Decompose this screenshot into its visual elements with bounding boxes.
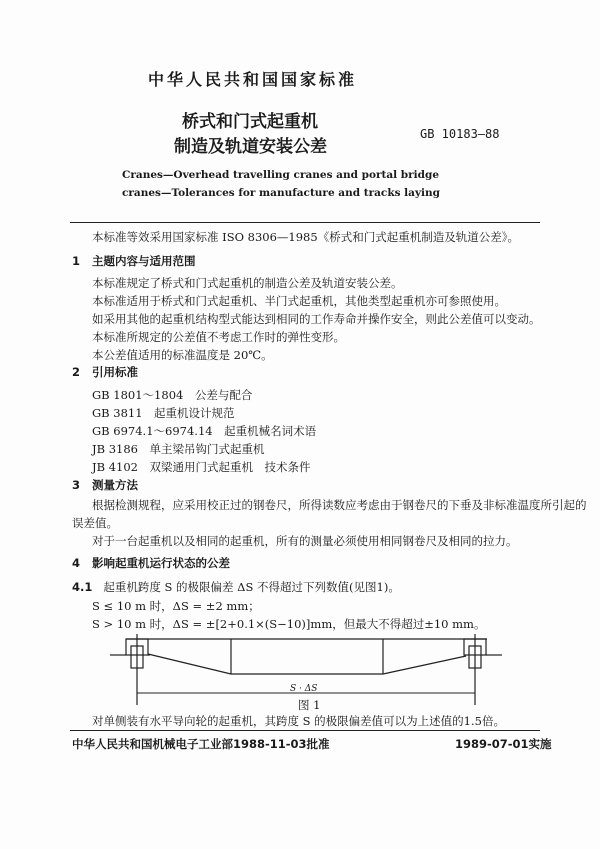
span-dimension-label: S · ΔS <box>290 684 318 694</box>
clause-text: 起重机跨度 S 的极限偏差 ΔS 不得超过下列数值(见图1)。 <box>103 580 400 594</box>
section-1-heading <box>72 254 196 268</box>
section-number: 4 <box>72 556 81 570</box>
section-4-heading <box>72 556 230 570</box>
paragraph: 误差值。 <box>72 516 118 530</box>
section-number: 3 <box>72 478 81 492</box>
paragraph: 本标准所规定的公差值不考虑工作时的弹性变形。 <box>92 330 345 344</box>
approval-date: 中华人民共和国机械电子工业部1988-11-03批准 <box>72 737 330 751</box>
figure-note: 对单侧装有水平导向轮的起重机，其跨度 S 的极限偏差值可以为上述值的1.5倍。 <box>92 714 505 728</box>
reference-item: JB 4102 双梁通用门式起重机 技术条件 <box>92 460 311 474</box>
section-title: 引用标准 <box>92 365 139 379</box>
section-title: 主题内容与适用范围 <box>92 254 196 268</box>
reference-item: GB 1801～1804 公差与配合 <box>92 388 253 402</box>
title-line-2: 制造及轨道安装公差 <box>174 137 327 157</box>
formula-line: S > 10 m 时，ΔS = ±[2+0.1×(S−10)]mm，但最大不得超过±10 mm。 <box>92 617 486 631</box>
section-title: 影响起重机运行状态的公差 <box>92 556 231 570</box>
standard-code: GB 10183—88 <box>420 127 500 141</box>
right-wheel-icon <box>464 634 486 705</box>
figure-caption: 图 1 <box>298 698 321 712</box>
issuer-heading: 中华人民共和国国家标准 <box>148 70 358 89</box>
section-number: 2 <box>72 365 81 379</box>
section-2-heading <box>72 365 138 379</box>
paragraph: 本公差值适用的标准温度是 20℃。 <box>92 348 273 362</box>
paragraph: 本标准规定了桥式和门式起重机的制造公差及轨道安装公差。 <box>92 276 403 290</box>
section-title: 测量方法 <box>92 478 139 492</box>
intro-text: 本标准等效采用国家标准 ISO 8306—1985《桥式和门式起重机制造及轨道公差》。 <box>92 230 519 244</box>
footer-divider <box>70 730 540 731</box>
clause-number: 4.1 <box>72 580 93 594</box>
left-wheel-icon <box>126 634 148 705</box>
reference-item: JB 3186 单主梁吊钩门式起重机 <box>92 442 265 456</box>
english-title-line-2: cranes—Tolerances for manufacture and tracks laying <box>122 187 441 199</box>
english-title-line-1: Cranes—Overhead travelling cranes and portal bridge <box>122 169 440 181</box>
reference-item: GB 3811 起重机设计规范 <box>92 406 235 420</box>
reference-item: GB 6974.1～6974.14 起重机械名词术语 <box>92 424 317 438</box>
header-divider <box>70 222 540 223</box>
formula-line: S ≤ 10 m 时，ΔS = ±2 mm； <box>92 599 260 613</box>
title-line-1: 桥式和门式起重机 <box>182 112 318 132</box>
paragraph: 对于一台起重机以及相同的起重机，所有的测量必须使用相同钢卷尺及相同的拉力。 <box>92 534 518 548</box>
section-number: 1 <box>72 254 81 268</box>
paragraph: 根据检测规程，应采用校正过的钢卷尺，所得读数应考虑由于钢卷尺的下垂及非标准温度所引起的 <box>92 498 587 512</box>
clause-4-1 <box>72 580 400 594</box>
section-3-heading <box>72 478 138 492</box>
paragraph: 如采用其他的起重机结构型式能达到相同的工作寿命并操作安全，则此公差值可以变动。 <box>92 312 541 326</box>
paragraph: 本标准适用于桥式和门式起重机、半门式起重机，其他类型起重机亦可参照使用。 <box>92 294 506 308</box>
effective-date: 1989-07-01实施 <box>455 737 552 751</box>
